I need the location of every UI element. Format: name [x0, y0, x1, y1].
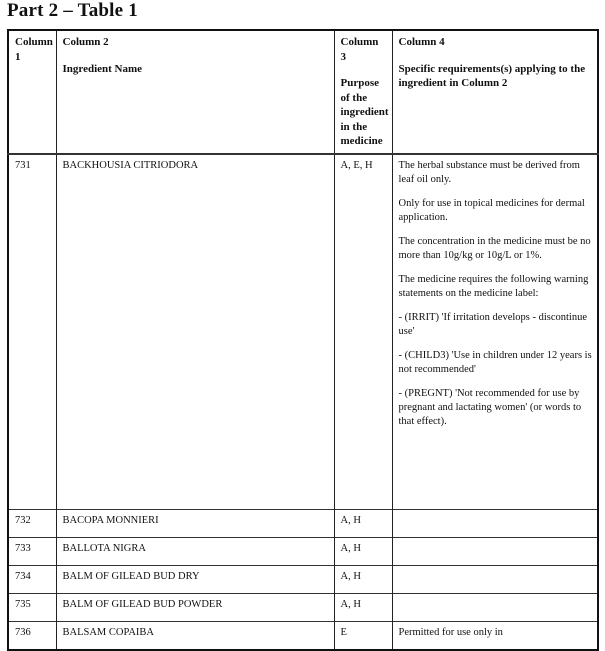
cell-requirements: [392, 565, 598, 593]
header-column-3-sub: Purpose of the ingredient in the medicine: [340, 77, 389, 147]
cell-requirements: [392, 593, 598, 621]
cell-ingredient: BALLOTA NIGRA: [56, 537, 334, 565]
warning-pregnt: - (PREGNT) 'Not recommended for use by pregnant and lactating women' (or words to that effect).: [398, 387, 582, 427]
requirement-text: Only for use in topical medicines for dermal application.: [398, 197, 585, 223]
header-column-4-label: Column 4: [398, 36, 445, 48]
ingredients-table: [7, 29, 599, 651]
requirement-text: The concentration in the medicine must be no more than 10g/kg or 10g/L or 1%.: [398, 235, 591, 261]
header-column-1-label: Column 1: [15, 36, 53, 63]
table-row: [8, 621, 598, 650]
cell-purpose: A, H: [334, 565, 392, 593]
cell-purpose: A, H: [334, 593, 392, 621]
cell-ingredient: BALSAM COPAIBA: [56, 621, 334, 650]
header-column-4-sub: Specific requirements(s) applying to the ingredient in Column 2: [398, 62, 586, 89]
header-column-1: [8, 30, 56, 154]
cell-number: 733: [8, 537, 56, 565]
cell-ingredient: BALM OF GILEAD BUD POWDER: [56, 593, 334, 621]
cell-purpose: A, H: [334, 509, 392, 537]
table-row: [8, 565, 598, 593]
header-column-4: [392, 30, 598, 154]
table-row: [8, 537, 598, 565]
requirement-text: The herbal substance must be derived from leaf oil only.: [398, 159, 580, 185]
cell-number: 736: [8, 621, 56, 650]
cell-ingredient: BALM OF GILEAD BUD DRY: [56, 565, 334, 593]
cell-ingredient: BACOPA MONNIERI: [56, 509, 334, 537]
cell-requirements: Permitted for use only in: [392, 621, 598, 650]
header-column-3-label: Column 3: [340, 36, 379, 63]
header-column-2-sub: Ingredient Name: [62, 62, 143, 75]
cell-purpose: E: [334, 621, 392, 650]
table-row: [8, 593, 598, 621]
cell-number: 734: [8, 565, 56, 593]
cell-requirements: [392, 537, 598, 565]
requirement-text: The medicine requires the following warning statements on the medicine label:: [398, 273, 589, 299]
header-column-3: [334, 30, 392, 154]
table-row: [8, 509, 598, 537]
cell-number: 732: [8, 509, 56, 537]
header-column-2-label: Column 2: [62, 36, 109, 48]
cell-requirements: [392, 509, 598, 537]
warning-irrit: - (IRRIT) 'If irritation develops - discontinue use': [398, 311, 588, 337]
header-column-2: [56, 30, 334, 154]
table-row: [8, 154, 598, 510]
cell-requirements: [392, 154, 598, 510]
cell-purpose: A, E, H: [334, 154, 392, 510]
cell-purpose: A, H: [334, 537, 392, 565]
table-header-row: [8, 30, 598, 154]
page-title: Part 2 – Table 1: [7, 0, 138, 21]
warning-child3: - (CHILD3) 'Use in children under 12 years is not recommended': [398, 349, 592, 375]
cell-number: 731: [8, 154, 56, 510]
cell-ingredient: BACKHOUSIA CITRIODORA: [56, 154, 334, 510]
cell-number: 735: [8, 593, 56, 621]
